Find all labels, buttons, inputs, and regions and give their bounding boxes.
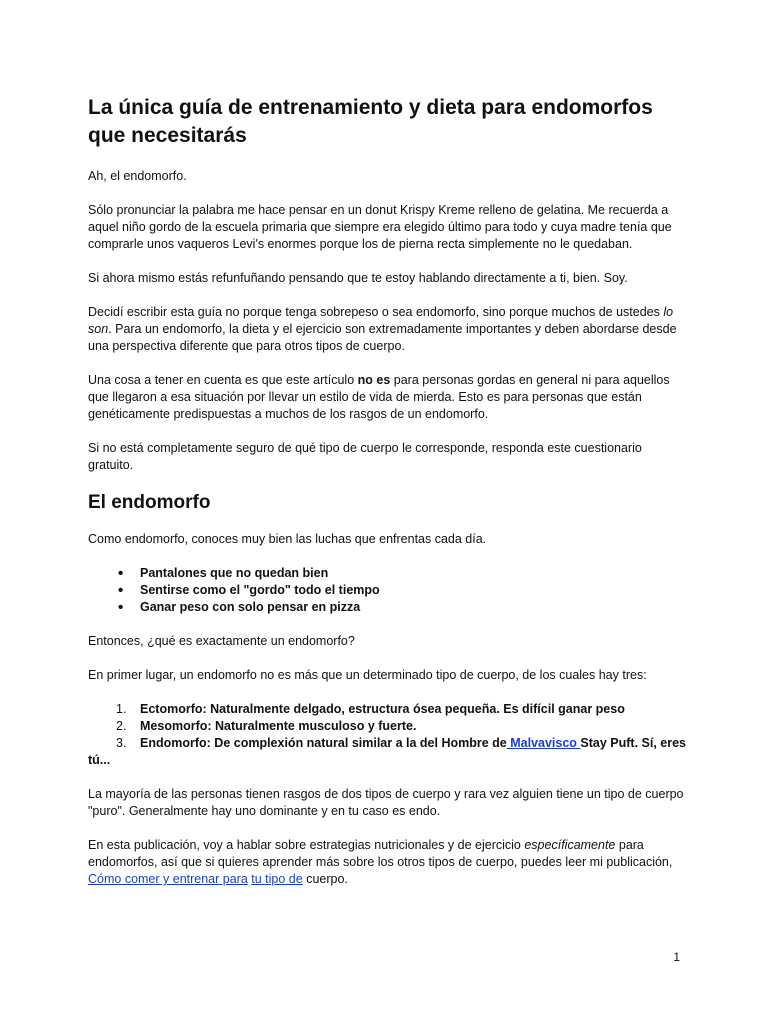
p6-text: Si no está completamente seguro de qué tipo de cuerpo le corresponde, responda este cuestionario — [88, 441, 642, 455]
p-text-middle: para endomorfos, así que si quieres aprender más sobre los otros tipos de cuerpo, puedes leer mi publicación, — [88, 838, 673, 869]
p4-emphasis: lo son — [88, 305, 674, 336]
section-heading: El endomorfo — [88, 492, 211, 513]
list-item — [88, 718, 688, 735]
body-type-link[interactable]: tu tipo de — [251, 872, 303, 886]
p-text-after: cuerpo. — [302, 872, 348, 886]
list-item-text: Mesomorfo: Naturalmente musculoso y fuerte. — [140, 719, 417, 733]
intro-paragraph-2: Sólo pronunciar la palabra me hace pensar en un donut Krispy Kreme relleno de gelatina. Me recuerda a aquel niño gordo de la escuela primaria que siempre era elegido último para todo y cuya madre tenía que comprarle unos vaqueros Levi's enormes porque los de pierna recta simplemente no le quedaban. — [88, 203, 672, 251]
document-title: La única guía de entrenamiento y dieta para endomorfos que necesitarás — [88, 96, 653, 147]
list-item-text-after: Stay Puft. Sí, eres tú... — [88, 736, 687, 767]
intro-paragraph-5 — [88, 372, 688, 423]
intro-paragraph-4 — [88, 304, 688, 355]
malvavisco-link[interactable]: Malvavisco — [506, 736, 581, 750]
intro-paragraph-3: Si ahora mismo estás refunfuñando pensando que te estoy hablando directamente a ti, bien. Soy. — [88, 271, 628, 285]
bullet-icon: • — [118, 582, 124, 599]
p4-text-before: Decidí escribir esta guía no porque tenga sobrepeso o sea endomorfo, sino porque muchos de ustedes — [88, 305, 664, 319]
section-paragraph-5 — [88, 837, 688, 888]
list-number: 2. — [116, 719, 127, 733]
how-to-eat-link[interactable]: Cómo comer y entrenar para — [88, 872, 248, 886]
page-number: 1 — [673, 950, 680, 964]
list-item — [88, 582, 688, 599]
list-item — [88, 701, 688, 718]
section-paragraph-1: Como endomorfo, conoces muy bien las luchas que enfrentas cada día. — [88, 532, 487, 546]
struggles-list — [88, 565, 688, 616]
list-item — [88, 565, 688, 582]
list-item — [88, 735, 688, 769]
list-number: 1. — [116, 702, 127, 716]
list-item-text: Ganar peso con solo pensar en pizza — [140, 600, 361, 614]
p5-text-after: para personas gordas en general ni para aquellos que llegaron a esa situación por llevar un estilo de vida de mierda. Esto es para personas que están genéticamente predispuestas a muchos de los rasgos de un endomorfo. — [88, 373, 670, 421]
bullet-icon: • — [118, 599, 124, 616]
p5-text-before: Una cosa a tener en cuenta es que este artículo — [88, 373, 358, 387]
list-item — [88, 599, 688, 616]
body-types-list — [88, 701, 688, 769]
p-text-before: En esta publicación, voy a hablar sobre estrategias nutricionales y de ejercicio — [88, 838, 525, 852]
section-paragraph-2: Entonces, ¿qué es exactamente un endomorfo? — [88, 634, 355, 648]
p-emphasis: específicamente — [524, 838, 616, 852]
section-paragraph-3: En primer lugar, un endomorfo no es más que un determinado tipo de cuerpo, de los cuales hay tres: — [88, 668, 647, 682]
list-number: 3. — [116, 736, 127, 750]
document-body — [88, 94, 688, 905]
p4-text-after: . Para un endomorfo, la dieta y el ejercicio son extremadamente importantes y deben abordarse desde una perspectiva diferente que para otros tipos de cuerpo. — [88, 322, 677, 353]
list-item-text: Endomorfo: De complexión natural similar a la del Hombre de — [140, 736, 507, 750]
p5-strong: no es — [357, 373, 391, 387]
list-item-text: Ectomorfo: Naturalmente delgado, estructura ósea pequeña. Es difícil ganar peso — [140, 702, 625, 716]
list-item-text: Pantalones que no quedan bien — [140, 566, 329, 580]
intro-paragraph-1: Ah, el endomorfo. — [88, 169, 187, 183]
intro-paragraph-6 — [88, 440, 688, 474]
list-item-text: Sentirse como el "gordo" todo el tiempo — [140, 583, 380, 597]
section-paragraph-4: La mayoría de las personas tienen rasgos de dos tipos de cuerpo y rara vez alguien tiene un tipo de cuerpo "puro". Generalmente hay uno dominante y en tu caso es endo. — [88, 787, 684, 818]
bullet-icon: • — [118, 565, 124, 582]
p6-text-after: gratuito. — [88, 458, 134, 472]
